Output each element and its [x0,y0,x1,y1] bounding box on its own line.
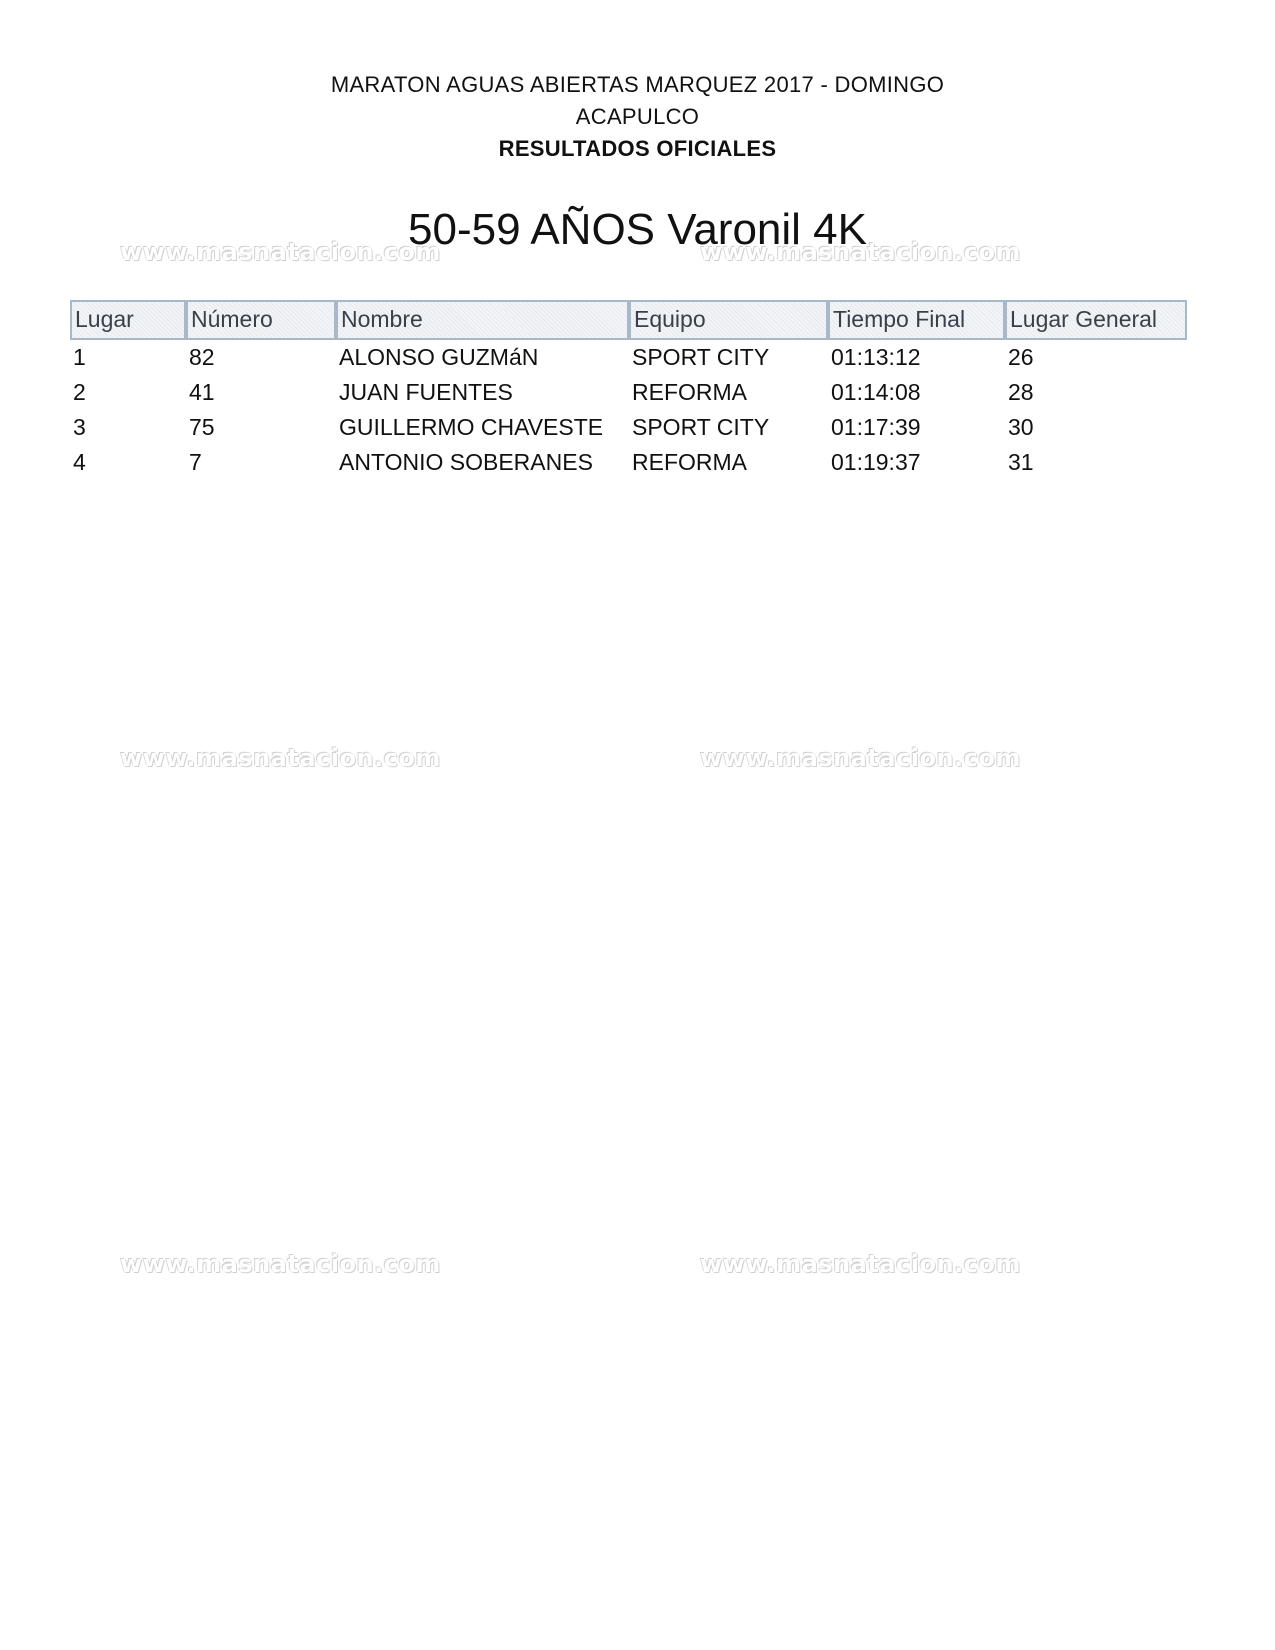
cell-numero: 7 [189,449,202,475]
cell-equipo: SPORT CITY [632,414,770,440]
cell-lugar-general: 28 [1008,379,1034,405]
cell-nombre: ALONSO GUZMáN [339,344,539,370]
event-location: ACAPULCO [575,104,700,129]
table-row [70,340,1187,375]
table-row [70,410,1187,445]
watermark: www.masnatacion.com [700,1250,1021,1278]
cell-tiempo-final: 01:13:12 [831,344,921,370]
column-header-equipo: Equipo [629,300,828,340]
cell-equipo: REFORMA [632,449,747,475]
table-row [70,375,1187,410]
table-header-row [70,300,1187,340]
cell-numero: 82 [189,344,215,370]
column-header-numero: Número [186,300,336,340]
table-row [70,445,1187,480]
cell-numero: 41 [189,379,215,405]
cell-tiempo-final: 01:14:08 [831,379,921,405]
results-heading: RESULTADOS OFICIALES [498,136,777,161]
watermark: www.masnatacion.com [120,238,441,266]
watermark: www.masnatacion.com [700,744,1021,772]
cell-tiempo-final: 01:17:39 [831,414,921,440]
cell-lugar-general: 26 [1008,344,1034,370]
watermark: www.masnatacion.com [120,744,441,772]
cell-lugar: 4 [73,449,86,475]
cell-lugar: 1 [73,344,86,370]
category-title: 50-59 AÑOS Varonil 4K [408,205,867,254]
cell-nombre: GUILLERMO CHAVESTE [339,414,604,440]
cell-lugar: 3 [73,414,86,440]
cell-nombre: ANTONIO SOBERANES [339,449,593,475]
cell-tiempo-final: 01:19:37 [831,449,921,475]
column-header-tiempo-final: Tiempo Final [828,300,1005,340]
column-header-lugar: Lugar [70,300,186,340]
cell-lugar-general: 30 [1008,414,1034,440]
column-header-lugar-general: Lugar General [1005,300,1187,340]
watermark: www.masnatacion.com [120,1250,441,1278]
cell-equipo: SPORT CITY [632,344,770,370]
cell-equipo: REFORMA [632,379,747,405]
cell-lugar-general: 31 [1008,449,1034,475]
cell-lugar: 2 [73,379,86,405]
column-header-nombre: Nombre [336,300,629,340]
results-table [70,300,1187,480]
watermark: www.masnatacion.com [700,238,1021,266]
cell-numero: 75 [189,414,215,440]
cell-nombre: JUAN FUENTES [339,379,513,405]
event-title: MARATON AGUAS ABIERTAS MARQUEZ 2017 - DOMINGO [330,72,945,97]
